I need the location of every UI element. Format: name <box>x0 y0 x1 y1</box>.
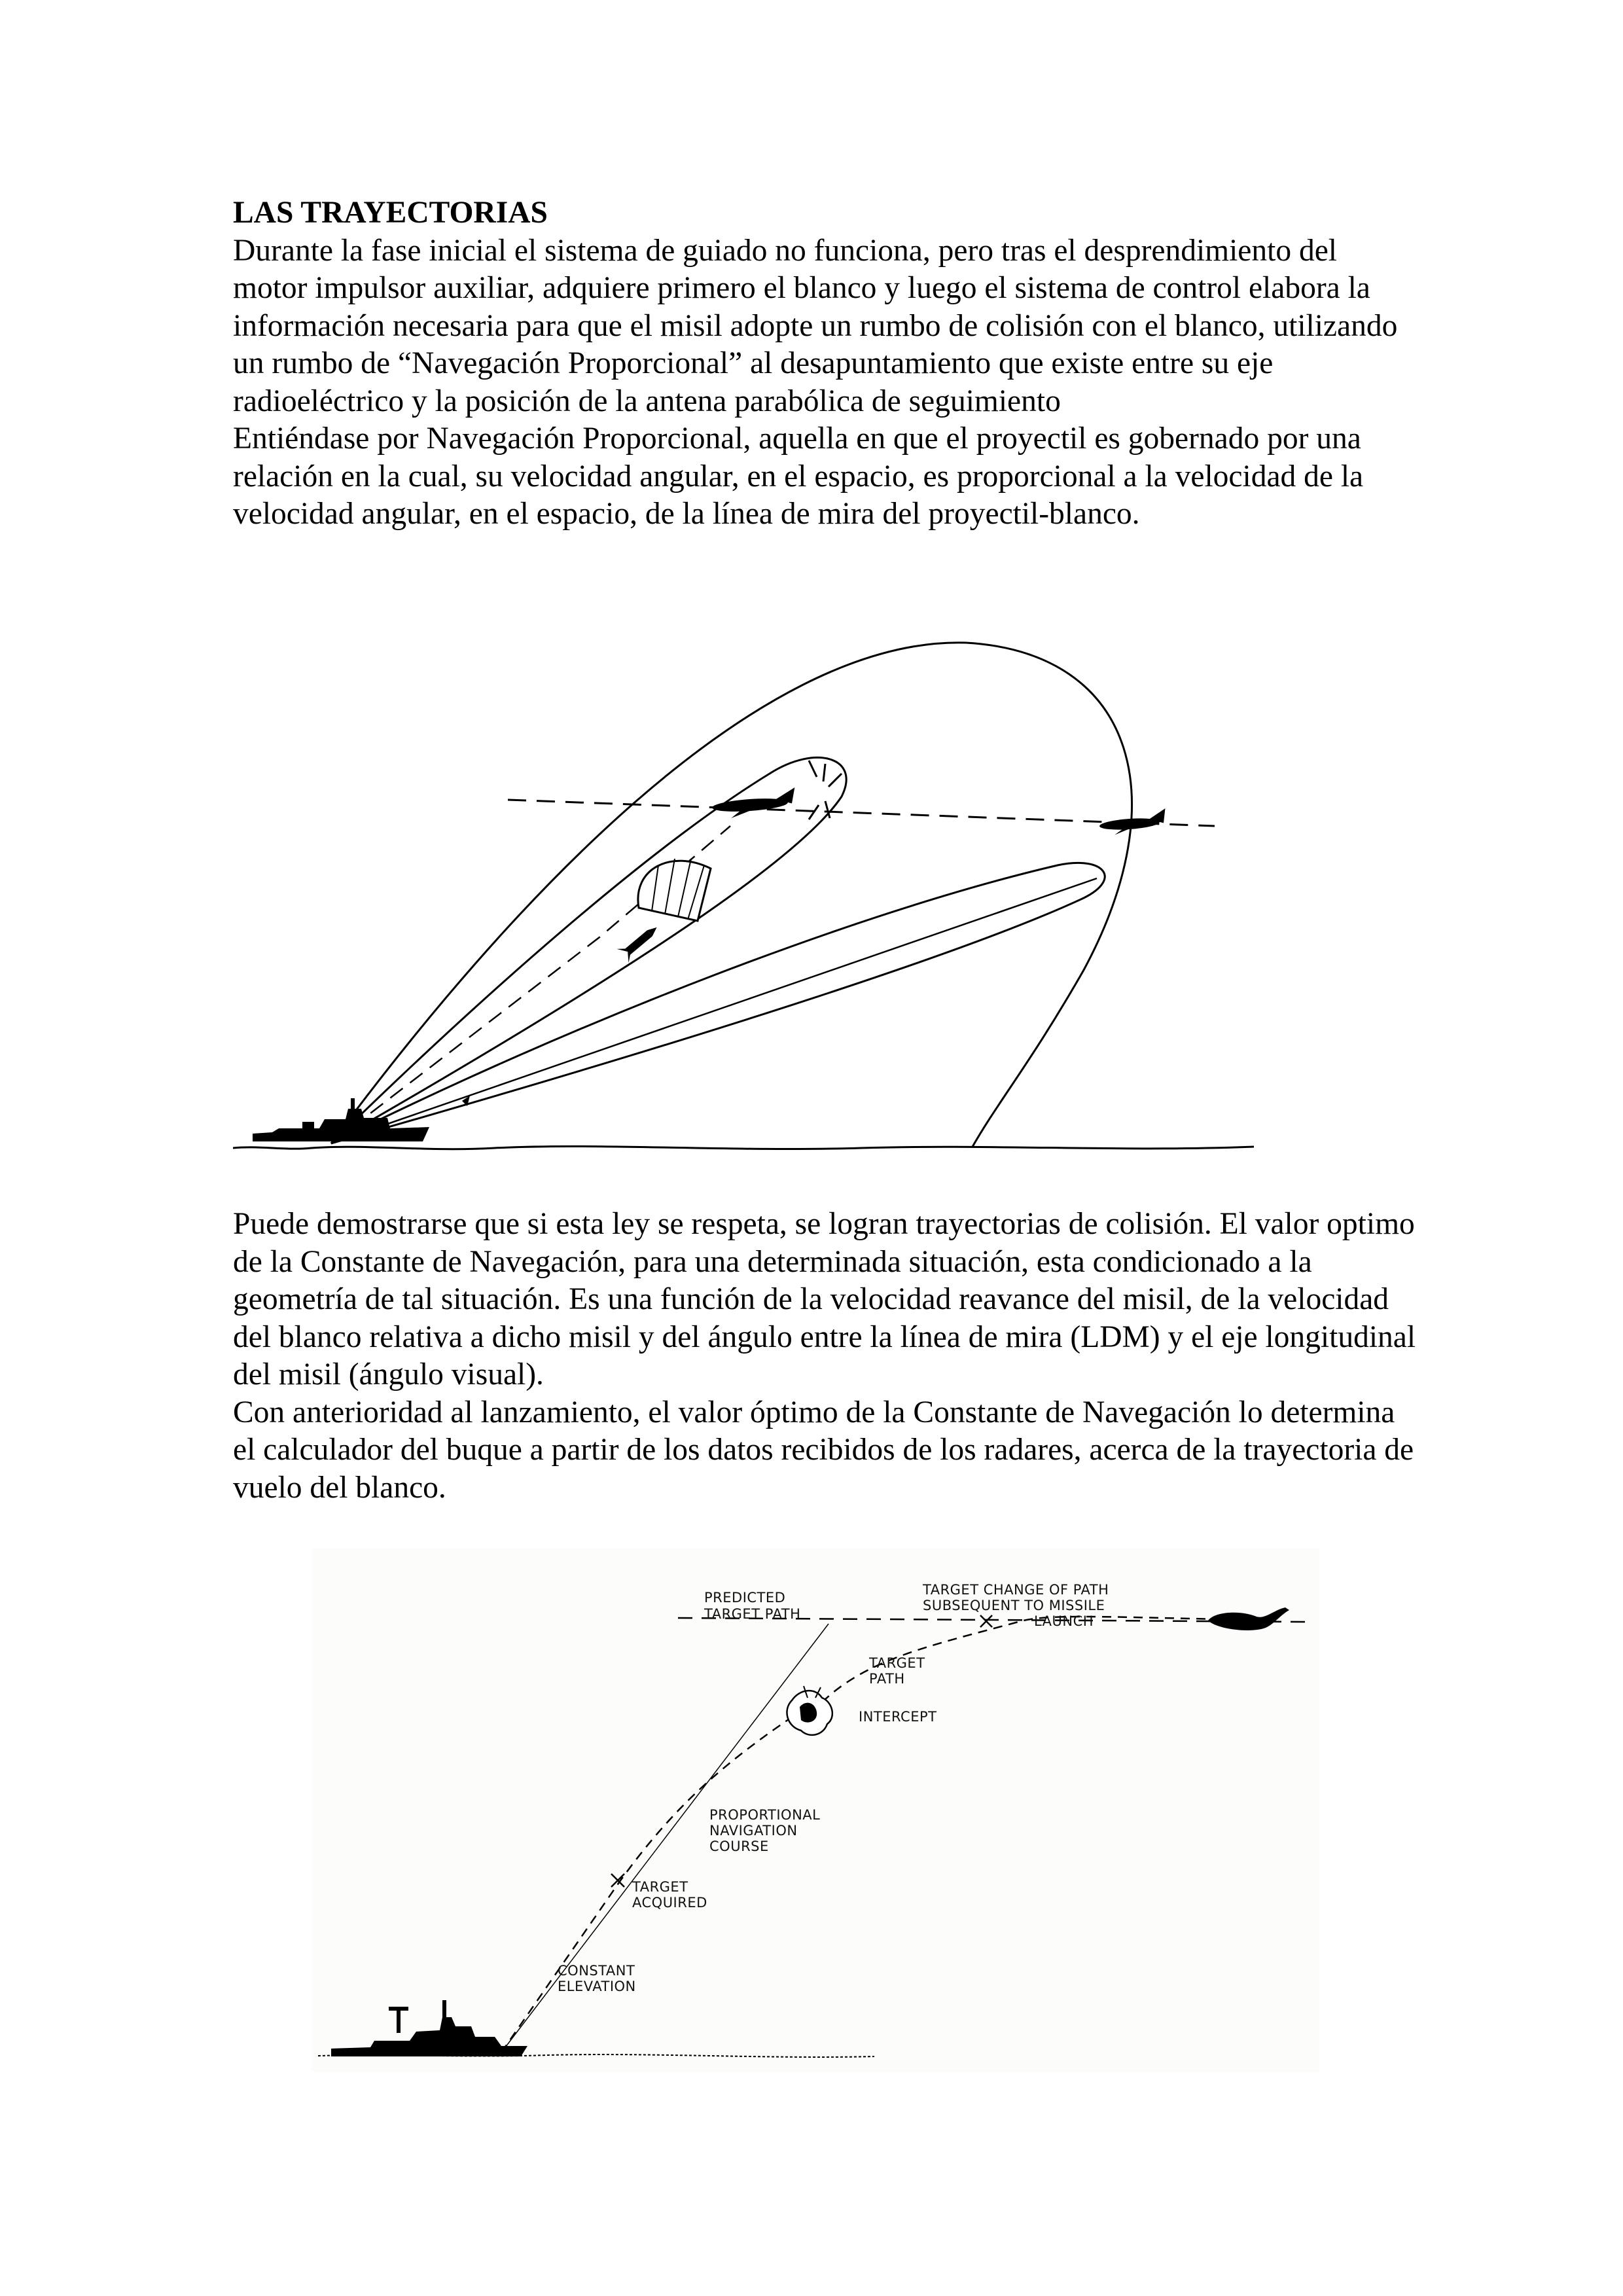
ship-silhouette <box>253 1098 429 1141</box>
conclusion-text-block <box>233 1206 1418 1507</box>
constant-label-line1: CONSTANT <box>558 1963 635 1979</box>
constant-label-line2: ELEVATION <box>558 1979 636 1994</box>
predicted-label-line1: PREDICTED <box>704 1590 786 1605</box>
line-of-sight-line <box>331 878 1097 1143</box>
change-label-line2: SUBSEQUENT TO MISSILE <box>923 1598 1105 1613</box>
inner-trajectory-curve <box>331 757 846 1143</box>
pn-label-line1: PROPORTIONAL <box>709 1807 821 1823</box>
target-path-label-line2: PATH <box>869 1671 905 1687</box>
intercept-diagram <box>312 1549 1319 2072</box>
change-label-line1: TARGET CHANGE OF PATH <box>923 1582 1109 1598</box>
predicted-label-line2: TARGET PATH <box>704 1606 801 1622</box>
intro-text-block <box>233 194 1418 533</box>
pn-label-line3: COURSE <box>709 1839 769 1854</box>
acquired-label-line1: TARGET <box>632 1879 688 1895</box>
section-title: LAS TRAYECTORIAS <box>233 196 548 230</box>
fragment-cone-icon <box>638 859 711 921</box>
acquired-label-line2: ACQUIRED <box>632 1895 707 1910</box>
change-label-line3: LAUNCH <box>1034 1613 1094 1629</box>
intercept-label: INTERCEPT <box>859 1709 937 1725</box>
paragraph-guidance: Durante la fase inicial el sistema de guiado no funciona, pero tras el desprendimiento del motor impulsor auxiliar, adquiere primero el blanco y luego el sistema de control elabora la información necesaria para que el misil adopte un rumbo de colisión con el blanco, utilizando un rumbo de “Navegación Proporcional” al desapuntamiento que existe entre su eje radioeléctrico y la posición de la antena parabólica de seguimiento <box>233 233 1398 418</box>
paragraph-collision-trajectories: Puede demostrarse que si esta ley se respeta, se logran trayectorias de colisión. El valor optimo de la Constante de Navegación, para una determinada situación, esta condicionado a la geometría de tal situación. Es una función de la velocidad reavance del misil, de la velocidad del blanco relativa a dicho misil y del ángulo entre la línea de mira (LDM) y el eje longitudinal del misil (ángulo visual). <box>233 1207 1416 1391</box>
paragraph-launch-computation: Con anterioridad al lanzamiento, el valor óptimo de la Constante de Navegación lo determina el calculador del buque a partir de los datos recibidos de los radares, acerca de la trayectoria de vuelo del blanco. <box>233 1395 1414 1505</box>
target-path-label-line1: TARGET <box>869 1655 925 1671</box>
near-aircraft-icon <box>711 787 796 819</box>
paragraph-proportional-navigation: Entiéndase por Navegación Proporcional, aquella en que el proyectil es gobernado por una relación en la cual, su velocidad angular, en el espacio, es proporcional a la velocidad de la velocidad angular, en el espacio, de la línea de mira del proyectil-blanco. <box>233 422 1364 531</box>
trajectory-illustration <box>233 630 1254 1173</box>
water-line <box>233 1146 1254 1149</box>
pn-label-line2: NAVIGATION <box>709 1823 798 1839</box>
